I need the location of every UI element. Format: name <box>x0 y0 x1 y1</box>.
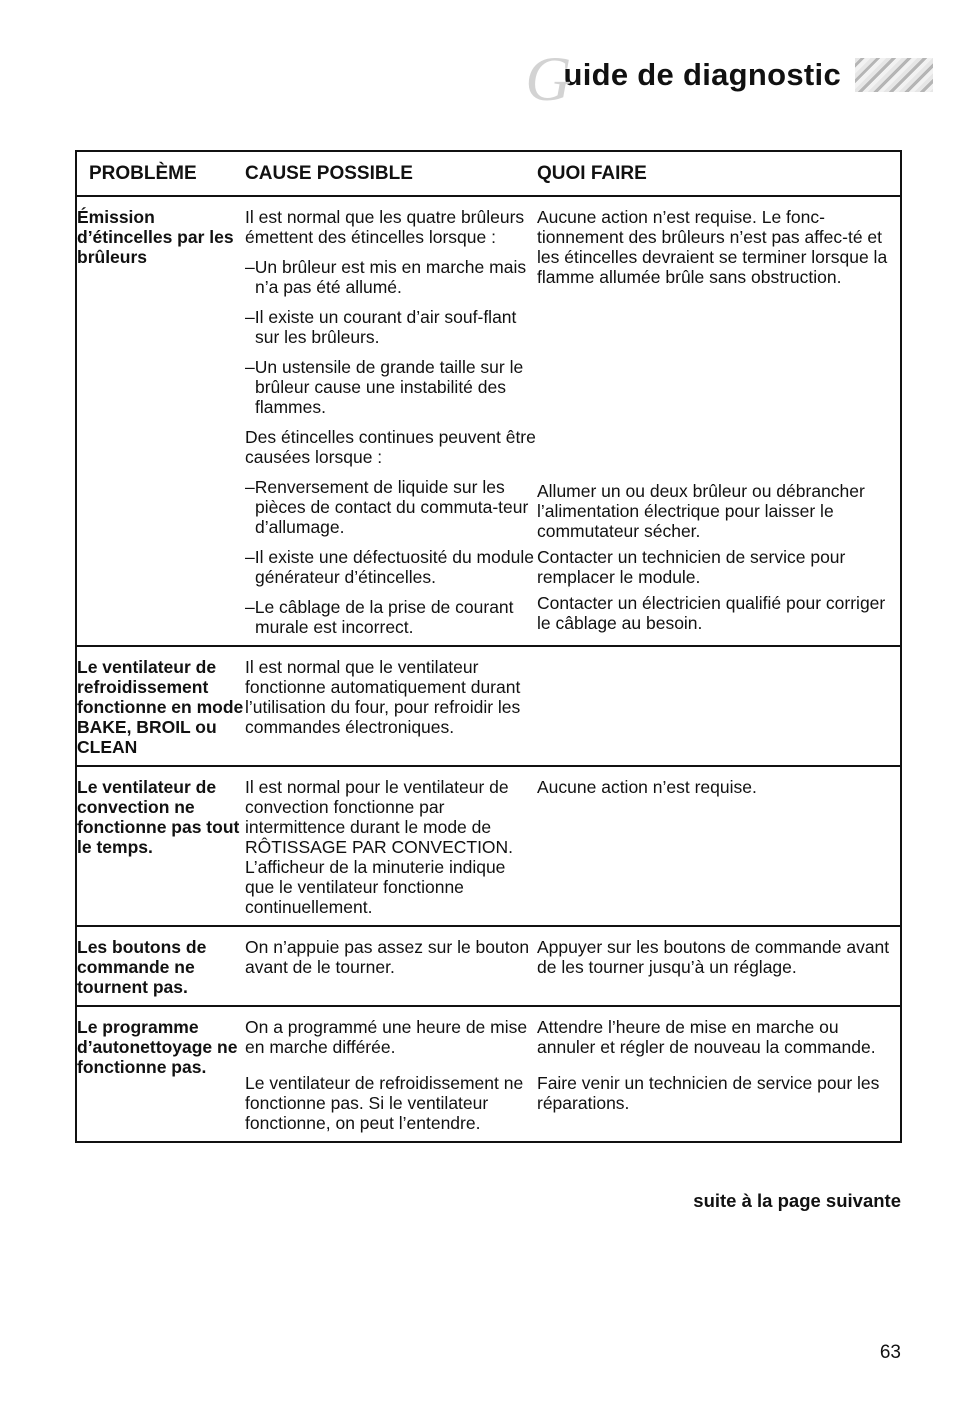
header-initial: G <box>525 43 572 114</box>
fix-cell <box>537 767 900 925</box>
cause-cell <box>245 1007 537 1141</box>
table-row <box>77 645 900 765</box>
cause-text: On a programmé une heure de mise en marche différée. <box>245 1017 528 1057</box>
cause-text: Des étincelles continues peuvent être causées lorsque : <box>245 427 536 467</box>
fix-cell <box>537 197 900 645</box>
page-header <box>525 40 933 114</box>
fix-cell <box>537 927 900 1005</box>
problem-cell: Le programme d’autonettoyage ne fonctionne pas. <box>77 1017 238 1077</box>
column-header-fix: QUOI FAIRE <box>537 163 647 184</box>
table-row <box>77 925 900 1005</box>
fix-cell <box>537 1007 900 1141</box>
fix-text: Allumer un ou deux brûleur ou débrancher l’alimentation électrique pour laisser le commutateur sécher. <box>537 481 865 541</box>
problem-cell: Le ventilateur de convection ne fonctionne pas tout le temps. <box>77 777 240 857</box>
diagnostic-table <box>75 150 902 1143</box>
column-header-cause: CAUSE POSSIBLE <box>245 163 413 184</box>
table-row <box>77 765 900 925</box>
cause-text: –Le câblage de la prise de courant murale est incorrect. <box>245 597 514 637</box>
table-header-row <box>77 152 900 195</box>
table-row <box>77 1005 900 1141</box>
cause-text: –Renversement de liquide sur les pièces de contact du commuta-teur d’allumage. <box>245 477 529 537</box>
cause-text: Il est normal que les quatre brûleurs émettent des étincelles lorsque : <box>245 207 525 247</box>
cause-text: Le ventilateur de refroidissement ne fonctionne pas. Si le ventilateur fonctionne, on peut l’entendre. <box>245 1073 524 1133</box>
cause-text: –Il existe une défectuosité du module générateur d’étincelles. <box>245 547 534 587</box>
cause-text: Il est normal pour le ventilateur de convection fonctionne par intermittence durant le mode de RÔTISSAGE PAR CONVECTION. L’afficheur de la minuterie indique que le ventilateur fonctionne continuellement. <box>245 777 514 917</box>
fix-text: Faire venir un technicien de service pour les réparations. <box>537 1073 880 1113</box>
problem-cell: Le ventilateur de refroidissement fonctionne en mode BAKE, BROIL ou CLEAN <box>77 657 244 757</box>
header-pattern-decoration <box>855 58 933 92</box>
cause-text: –Un ustensile de grande taille sur le brûleur cause une instabilité des flammes. <box>245 357 524 417</box>
cause-text: –Il existe un courant d’air souf-flant sur les brûleurs. <box>245 307 517 347</box>
cause-cell <box>245 647 537 765</box>
fix-text: Appuyer sur les boutons de commande avant de les tourner jusqu’à un réglage. <box>537 937 890 977</box>
table-row <box>77 195 900 645</box>
fix-text: Contacter un technicien de service pour remplacer le module. <box>537 547 846 587</box>
page-title: uide de diagnostic <box>563 57 841 92</box>
fix-text: Aucune action n’est requise. Le fonc-tionnement des brûleurs n’est pas affec-té et les étincelles devraient se terminer lorsque la flamme allumée brûle sans obstruction. <box>537 207 888 287</box>
fix-text: Attendre l’heure de mise en marche ou annuler et régler de nouveau la commande. <box>537 1017 876 1057</box>
page-number: 63 <box>879 1342 901 1363</box>
cause-text: On n’appuie pas assez sur le bouton avant de le tourner. <box>245 937 530 977</box>
fix-text: Aucune action n’est requise. <box>537 777 757 797</box>
problem-cell: Émission d’étincelles par les brûleurs <box>77 207 234 267</box>
cause-cell <box>245 197 537 645</box>
cause-text: Il est normal que le ventilateur fonctionne automatiquement durant l’utilisation du four, pour refroidir les commandes électroniques. <box>245 657 521 737</box>
column-header-problem: PROBLÈME <box>89 163 197 184</box>
cause-cell <box>245 767 537 925</box>
fix-cell <box>537 647 900 765</box>
fix-text: Contacter un électricien qualifié pour corriger le câblage au besoin. <box>537 593 886 633</box>
cause-cell <box>245 927 537 1005</box>
cause-text: –Un brûleur est mis en marche mais n’a pas été allumé. <box>245 257 527 297</box>
problem-cell: Les boutons de commande ne tournent pas. <box>77 937 207 997</box>
continued-next-page-note: suite à la page suivante <box>693 1190 901 1211</box>
